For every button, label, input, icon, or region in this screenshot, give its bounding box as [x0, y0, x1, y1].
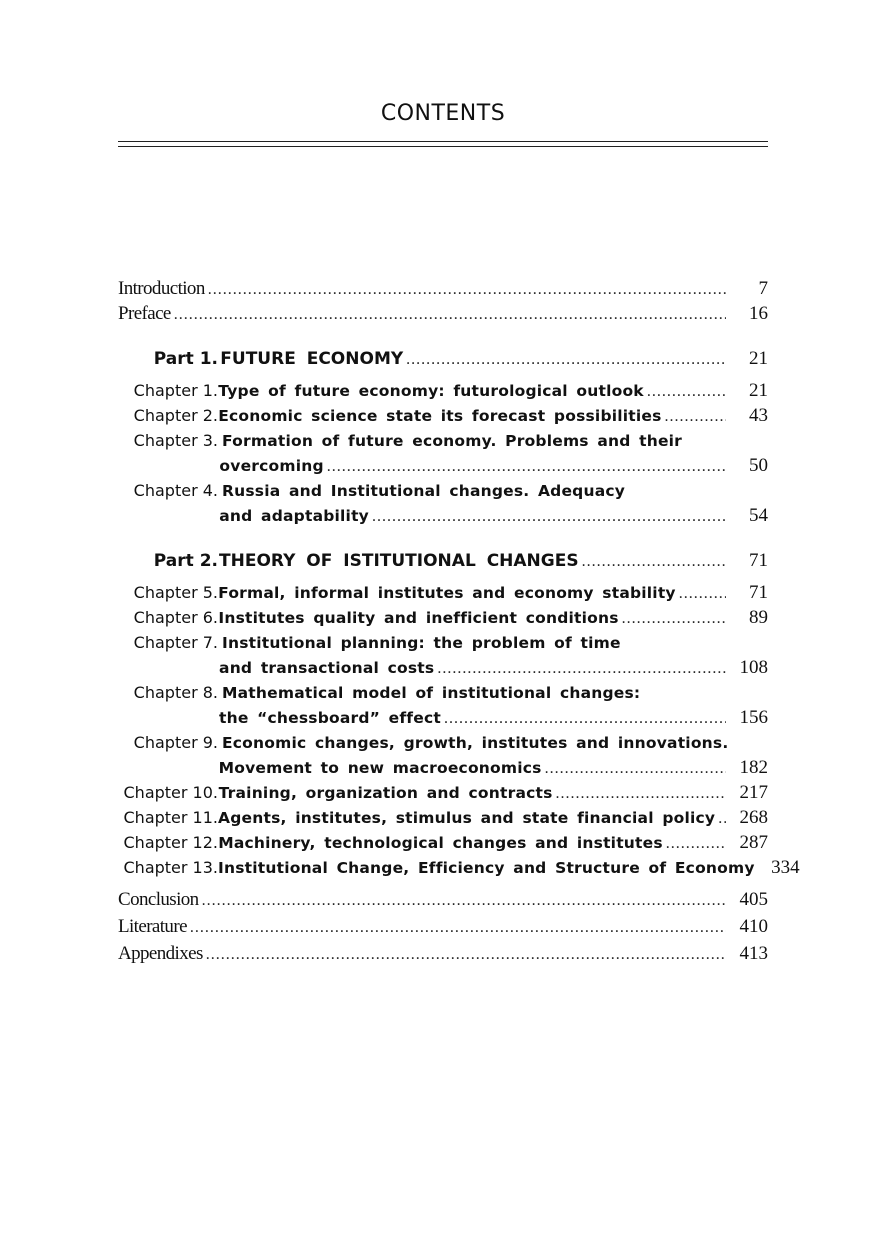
page-number: 217	[739, 782, 768, 803]
dot-leader	[206, 941, 726, 968]
part-title: FUTURE ECONOMY	[220, 349, 404, 369]
page-number: 182	[739, 757, 768, 778]
dot-leader	[190, 914, 726, 941]
dot-leader	[372, 504, 726, 529]
toc-chapter-entry[interactable]	[118, 478, 768, 503]
toc-entry-back[interactable]	[118, 886, 768, 913]
chapter-title: Russia and Institutional changes. Adequacy	[222, 482, 626, 500]
chapter-label: Chapter 2.	[133, 406, 218, 425]
chapter-label: Chapter 9.	[133, 733, 218, 752]
toc-chapter-entry[interactable]	[118, 403, 768, 428]
page-number: 54	[749, 505, 768, 526]
chapter-title: overcoming	[219, 457, 324, 475]
toc-chapter-entry[interactable]	[118, 680, 768, 705]
toc-entry-front[interactable]	[118, 276, 768, 301]
entry-title: Appendixes	[118, 943, 203, 964]
chapter-title: Machinery, technological changes and institutes	[218, 834, 663, 852]
dot-leader	[444, 706, 726, 731]
chapter-label: Chapter 5.	[133, 583, 218, 602]
toc-chapter-entry[interactable]	[118, 605, 768, 630]
dot-leader	[208, 277, 726, 302]
chapter-title: Training, organization and contracts	[218, 784, 553, 802]
part-label: Part 2.	[153, 551, 218, 571]
toc-chapter-entry[interactable]	[118, 580, 768, 605]
spacer	[118, 528, 768, 546]
chapter-title: Movement to new macroeconomics	[218, 759, 542, 777]
chapter-label: Chapter 4.	[133, 481, 218, 500]
dot-leader	[327, 454, 726, 479]
toc-chapter-entry[interactable]	[118, 780, 768, 805]
chapter-title: and adaptability	[219, 507, 369, 525]
dot-leader	[556, 781, 726, 806]
chapter-title: Economic science state its forecast possibilities	[218, 407, 662, 425]
entry-title: Preface	[118, 303, 171, 324]
page-number: 89	[749, 607, 768, 628]
title-rule-top	[118, 141, 768, 142]
page-number: 7	[758, 278, 768, 299]
dot-leader	[437, 656, 726, 681]
part-title: THEORY OF ISTITUTIONAL CHANGES	[219, 551, 579, 571]
page-number: 108	[739, 657, 768, 678]
dot-leader	[647, 379, 726, 404]
toc-part-heading[interactable]	[118, 546, 768, 576]
page-number: 21	[749, 348, 768, 369]
chapter-label: Chapter 6.	[133, 608, 218, 627]
toc-chapter-entry[interactable]	[118, 805, 768, 830]
dot-leader	[582, 547, 726, 577]
page-number: 43	[749, 405, 768, 426]
toc-chapter-entry[interactable]	[118, 855, 800, 880]
toc-chapter-continuation[interactable]	[118, 503, 768, 528]
toc-chapter-continuation[interactable]	[118, 755, 768, 780]
page-title: CONTENTS	[380, 101, 506, 126]
title-rule-bottom	[118, 146, 768, 147]
table-of-contents	[118, 276, 800, 967]
chapter-title: Formal, informal institutes and economy stability	[218, 584, 676, 602]
entry-title: Conclusion	[118, 889, 199, 910]
toc-entry-back[interactable]	[118, 913, 768, 940]
page-number: 413	[739, 943, 768, 964]
page-number: 71	[749, 550, 768, 571]
dot-leader	[202, 887, 726, 914]
entry-title: Literature	[118, 916, 187, 937]
page-number: 268	[739, 807, 768, 828]
toc-chapter-entry[interactable]	[118, 378, 768, 403]
chapter-label: Chapter 10.	[123, 783, 218, 802]
dot-leader	[665, 404, 726, 429]
toc-chapter-entry[interactable]	[118, 428, 768, 453]
dot-leader	[679, 581, 726, 606]
dot-leader	[622, 606, 726, 631]
chapter-title: Institutional planning: the problem of time	[222, 634, 621, 652]
spacer	[118, 326, 768, 344]
toc-chapter-entry[interactable]	[118, 630, 768, 655]
chapter-title: Economic changes, growth, institutes and innovations.	[222, 734, 729, 752]
dot-leader	[545, 756, 726, 781]
dot-leader	[718, 806, 726, 831]
page-number: 156	[739, 707, 768, 728]
chapter-title: and transactional costs	[219, 659, 435, 677]
chapter-title: Formation of future economy. Problems and their	[222, 432, 683, 450]
page-number: 334	[771, 857, 800, 878]
toc-chapter-continuation[interactable]	[118, 453, 768, 478]
toc-chapter-entry[interactable]	[118, 730, 768, 755]
page-number: 21	[749, 380, 768, 401]
toc-entry-back[interactable]	[118, 940, 768, 967]
chapter-label: Chapter 11.	[123, 808, 218, 827]
dot-leader	[406, 345, 726, 375]
chapter-label: Chapter 1.	[133, 381, 218, 400]
page-number: 405	[739, 889, 768, 910]
chapter-title: Type of future economy: futurological outlook	[218, 382, 644, 400]
chapter-title: Mathematical model of institutional changes:	[222, 684, 641, 702]
page-number: 71	[749, 582, 768, 603]
page-number: 50	[749, 455, 768, 476]
chapter-label: Chapter 8.	[133, 683, 218, 702]
chapter-title: the “chessboard” effect	[219, 709, 441, 727]
entry-title: Introduction	[118, 278, 205, 299]
page-number: 16	[749, 303, 768, 324]
toc-part-heading[interactable]	[118, 344, 768, 374]
toc-chapter-entry[interactable]	[118, 830, 768, 855]
chapter-title: Institutional Change, Efficiency and Structure of Economy	[218, 859, 755, 877]
page-number: 287	[739, 832, 768, 853]
chapter-label: Chapter 7.	[133, 633, 218, 652]
toc-chapter-continuation[interactable]	[118, 655, 768, 680]
chapter-label: Chapter 3.	[133, 431, 218, 450]
chapter-title: Agents, institutes, stimulus and state financial policy	[218, 809, 716, 827]
toc-chapter-continuation[interactable]	[118, 705, 768, 730]
chapter-label: Chapter 12.	[123, 833, 218, 852]
chapter-label: Chapter 13.	[123, 858, 218, 877]
toc-entry-front[interactable]	[118, 301, 768, 326]
dot-leader	[666, 831, 726, 856]
page-number: 410	[739, 916, 768, 937]
chapter-title: Institutes quality and inefficient conditions	[218, 609, 619, 627]
part-label: Part 1.	[153, 349, 218, 369]
dot-leader	[174, 302, 726, 327]
